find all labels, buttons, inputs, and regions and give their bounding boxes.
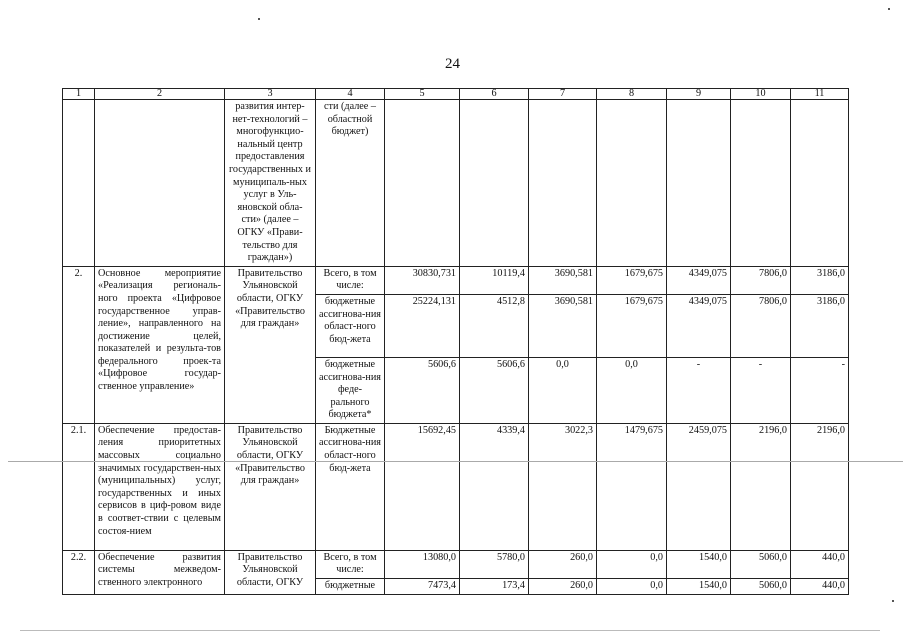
executor-cell: Правительство Ульяновской области, ОГКУ «Правительство для граждан»: [225, 423, 316, 550]
value-cell: 30830,731: [385, 266, 460, 294]
header-cell: 3: [225, 89, 316, 100]
value-cell: 440,0: [791, 579, 849, 595]
measure-name: Обеспечение развития системы межведом-ственного электронного: [95, 550, 225, 594]
value-cell: 7806,0: [731, 294, 791, 357]
value-cell: 13080,0: [385, 550, 460, 578]
header-cell: 9: [667, 89, 731, 100]
funding-source-cell: Бюджетные ассигнова-ния област-ного бюд-жета: [316, 423, 385, 550]
value-cell: -: [731, 357, 791, 423]
value-cell: -: [667, 357, 731, 423]
value-cell: 4339,4: [460, 423, 529, 550]
executor-cell: Правительство Ульяновской области, ОГКУ: [225, 550, 316, 594]
scan-speck: [892, 600, 894, 602]
header-cell: 5: [385, 89, 460, 100]
value-cell: 2196,0: [791, 423, 849, 550]
value-cell: 3186,0: [791, 294, 849, 357]
value-cell: 4349,075: [667, 266, 731, 294]
header-cell: 6: [460, 89, 529, 100]
value-cell: 4349,075: [667, 294, 731, 357]
header-cell: 4: [316, 89, 385, 100]
budget-table: [62, 88, 849, 595]
value-cell: 2196,0: [731, 423, 791, 550]
header-cell: 7: [529, 89, 597, 100]
value-cell: -: [791, 357, 849, 423]
funding-source-cell: бюджетные: [316, 579, 385, 595]
header-cell: 11: [791, 89, 849, 100]
value-cell: 7473,4: [385, 579, 460, 595]
value-cell: 15692,45: [385, 423, 460, 550]
table-cell: [529, 100, 597, 267]
table-cell: [95, 100, 225, 267]
value-cell: 1479,675: [597, 423, 667, 550]
table-row: [63, 423, 849, 550]
table-cell: [597, 100, 667, 267]
header-cell: 1: [63, 89, 95, 100]
value-cell: 1679,675: [597, 266, 667, 294]
table-cell: [63, 100, 95, 267]
value-cell: 1679,675: [597, 294, 667, 357]
table-row: [63, 266, 849, 294]
measure-name: Обеспечение предостав-ления приоритетных массовых социально значимых государствен-ных (муниципальных) услуг, государственных и иных сервисов в циф-ровом виде в соответ-ствии с целевым состоя-нием: [95, 423, 225, 550]
table-cell: [731, 100, 791, 267]
table-cell: [667, 100, 731, 267]
header-cell: 10: [731, 89, 791, 100]
value-cell: 5780,0: [460, 550, 529, 578]
executor-cell: развития интер-нет-технологий – многофункцио-нальный центр предоставления государственных и муниципаль-ных услуг в Уль-яновской обла-сти» (далее – ОГКУ «Прави-тельство для граждан»): [225, 100, 316, 267]
value-cell: 2459,075: [667, 423, 731, 550]
value-cell: 260,0: [529, 579, 597, 595]
header-cell: 2: [95, 89, 225, 100]
value-cell: 260,0: [529, 550, 597, 578]
value-cell: 3690,581: [529, 294, 597, 357]
header-row: [63, 89, 849, 100]
value-cell: 3022,3: [529, 423, 597, 550]
value-cell: 25224,131: [385, 294, 460, 357]
value-cell: 173,4: [460, 579, 529, 595]
value-cell: 10119,4: [460, 266, 529, 294]
table-cell: [460, 100, 529, 267]
funding-source-cell: Всего, в том числе:: [316, 550, 385, 578]
value-cell: 3690,581: [529, 266, 597, 294]
value-cell: 1540,0: [667, 579, 731, 595]
table-cell: [791, 100, 849, 267]
value-cell: 7806,0: [731, 266, 791, 294]
value-cell: 0,0: [597, 550, 667, 578]
table-cell: [385, 100, 460, 267]
row-number: 2.2.: [63, 550, 95, 594]
value-cell: 3186,0: [791, 266, 849, 294]
value-cell: 0,0: [529, 357, 597, 423]
executor-cell: Правительство Ульяновской области, ОГКУ «Правительство для граждан»: [225, 266, 316, 423]
measure-name: Основное мероприятие «Реализация региональ-ного проекта «Цифровое государственное управ-ление», направленного на достижение целей, показателей и результа-тов федерального проек-та «Цифровое государ-ственное управление»: [95, 266, 225, 423]
funding-source-cell: Всего, в том числе:: [316, 266, 385, 294]
value-cell: 0,0: [597, 579, 667, 595]
row-number: 2.1.: [63, 423, 95, 550]
value-cell: 5060,0: [731, 550, 791, 578]
value-cell: 5606,6: [460, 357, 529, 423]
funding-source-cell: сти (далее – областной бюджет): [316, 100, 385, 267]
funding-source-cell: бюджетные ассигнова-ния феде-рального бюджета*: [316, 357, 385, 423]
scan-speck: [258, 18, 260, 20]
value-cell: 4512,8: [460, 294, 529, 357]
funding-source-cell: бюджетные ассигнова-ния област-ного бюд-жета: [316, 294, 385, 357]
page-number: 24: [445, 56, 460, 72]
header-cell: 8: [597, 89, 667, 100]
table-row: [63, 550, 849, 578]
scan-speck: [888, 8, 890, 10]
value-cell: 440,0: [791, 550, 849, 578]
value-cell: 5060,0: [731, 579, 791, 595]
value-cell: 1540,0: [667, 550, 731, 578]
scan-artifact-line: [8, 461, 903, 462]
scan-artifact-line: [20, 630, 880, 631]
value-cell: 0,0: [597, 357, 667, 423]
value-cell: 5606,6: [385, 357, 460, 423]
table-row: [63, 100, 849, 267]
row-number: 2.: [63, 266, 95, 423]
